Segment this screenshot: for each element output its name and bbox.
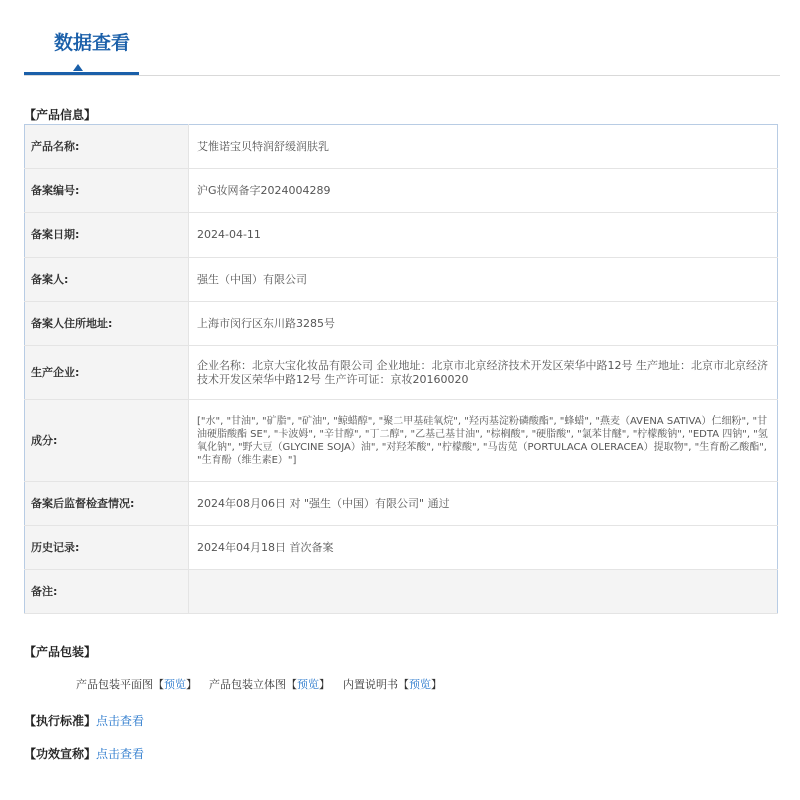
standard-view-link[interactable]: 点击查看 (96, 714, 145, 728)
table-row (25, 302, 778, 346)
claims-label: 【功效宣称】 (24, 747, 97, 761)
section-title-packaging: 【产品包装】 (24, 645, 97, 659)
table-row (25, 258, 778, 302)
table-row (25, 346, 778, 400)
packaging-item-label: 内置说明书 (343, 678, 398, 691)
row-value: 2024年08月06日 对 "强生（中国）有限公司" 通过 (189, 482, 778, 526)
table-row (25, 482, 778, 526)
row-value: 2024-04-11 (189, 213, 778, 258)
row-label: 成分: (25, 400, 189, 482)
packaging-item-label: 产品包装立体图 (209, 678, 286, 691)
row-value: 沪G妆网备字2024004289 (189, 169, 778, 213)
page-header (24, 0, 780, 76)
packaging-item-manual: 内置说明书【预览】 (343, 678, 442, 691)
row-value: 艾惟诺宝贝特润舒缓润肤乳 (189, 125, 778, 169)
tab-active-underline (24, 72, 139, 75)
row-value (189, 570, 778, 614)
row-label: 备案编号: (25, 169, 189, 213)
table-row (25, 570, 778, 614)
preview-link-manual[interactable]: 预览 (409, 678, 431, 691)
table-row (25, 213, 778, 258)
standard-label: 【执行标准】 (24, 714, 97, 728)
row-label: 备案人: (25, 258, 189, 302)
table-row (25, 125, 778, 169)
preview-link-3d[interactable]: 预览 (297, 678, 319, 691)
row-value: ["水", "甘油", "矿脂", "矿油", "鲸蜡醇", "聚二甲基硅氧烷", "羟丙基淀粉磷酸酯", "蜂蜡", "燕麦（AVENA SATIVA）仁细粉", "甘油硬脂酸酯 SE", "卡波姆", "辛甘醇", "丁二醇", "乙基己基甘油", "棕榈酸", "硬脂酸", "氯苯甘醚", "柠檬酸钠", "EDTA 四钠", "氢氧化钠", "野大豆（GLYCINE SOJA）油", "对羟苯酸", "柠檬酸", "马齿苋（PORTULACA OLERACEA）提取物", "生育酚乙酸酯", "生育酚（维生素E）"] (189, 400, 778, 482)
packaging-item-3d: 产品包装立体图【预览】 (209, 678, 330, 691)
standard-row (24, 712, 144, 729)
table-row (25, 169, 778, 213)
table-row (25, 400, 778, 482)
product-info-table (24, 124, 778, 614)
row-label: 备案人住所地址: (25, 302, 189, 346)
row-label: 产品名称: (25, 125, 189, 169)
packaging-item-label: 产品包装平面图 (76, 678, 153, 691)
section-title-product-info: 【产品信息】 (24, 108, 97, 122)
claims-view-link[interactable]: 点击查看 (96, 747, 145, 761)
claims-row (24, 745, 144, 762)
tab-data-view[interactable]: 数据查看 (54, 32, 131, 54)
row-label: 备注: (25, 570, 189, 614)
row-value: 2024年04月18日 首次备案 (189, 526, 778, 570)
preview-link-flat[interactable]: 预览 (164, 678, 186, 691)
row-label: 生产企业: (25, 346, 189, 400)
table-row (25, 526, 778, 570)
row-value: 强生（中国）有限公司 (189, 258, 778, 302)
row-label: 备案后监督检查情况: (25, 482, 189, 526)
row-value: 上海市闵行区东川路3285号 (189, 302, 778, 346)
row-label: 历史记录: (25, 526, 189, 570)
row-label: 备案日期: (25, 213, 189, 258)
caret-up-icon (73, 64, 83, 71)
row-value: 企业名称：北京大宝化妆品有限公司 企业地址：北京市北京经济技术开发区荣华中路12号 生产地址：北京市北京经济技术开发区荣华中路12号 生产许可证：京妆20160020 (189, 346, 778, 400)
packaging-item-flat: 产品包装平面图【预览】 (76, 678, 197, 691)
